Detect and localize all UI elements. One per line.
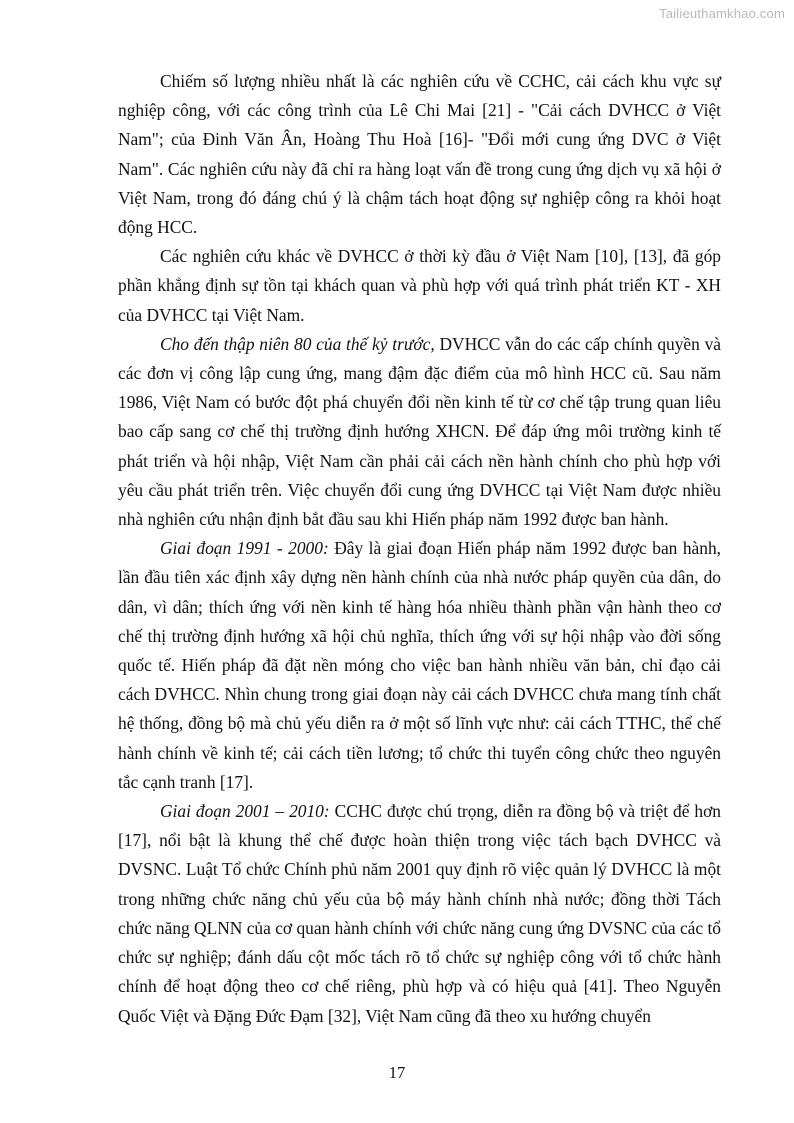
page-body <box>118 67 721 1031</box>
paragraph-5 <box>118 797 721 1031</box>
paragraph-text: Chiếm số lượng nhiều nhất là các nghiên cứu về CCHC, cải cách khu vực sự nghiệp công, với các công trình của Lê Chi Mai [21] - "Cải cách DVHCC ở Việt Nam"; của Đinh Văn Ân, Hoàng Thu Hoà [16]- "Đổi mới cung ứng DVC ở Việt Nam". Các nghiên cứu này đã chỉ ra hàng loạt vấn đề trong cung ứng dịch vụ xã hội ở Việt Nam, trong đó đáng chú ý là chậm tách hoạt động sự nghiệp công ra khỏi hoạt động HCC. <box>118 71 721 238</box>
paragraph-lead: Giai đoạn 2001 – 2010: <box>160 801 330 822</box>
paragraph-text: Các nghiên cứu khác về DVHCC ở thời kỳ đầu ở Việt Nam [10], [13], đã góp phần khẳng định sự tồn tại khách quan và phù hợp với quá trình phát triển KT - XH của DVHCC tại Việt Nam. <box>118 246 721 325</box>
paragraph-2 <box>118 242 721 330</box>
paragraph-lead: Cho đến thập niên 80 của thế kỷ trước, <box>160 333 435 354</box>
page-number: 17 <box>388 1063 406 1082</box>
paragraph-text: DVHCC vẫn do các cấp chính quyền và các đơn vị công lập cung ứng, mang đậm đặc điểm của mô hình HCC cũ. Sau năm 1986, Việt Nam có bước đột phá chuyển đổi nền kinh tế từ cơ chế tập trung quan liêu bao cấp sang cơ chế thị trường định hướng XHCN. Để đáp ứng môi trường kinh tế phát triển và hội nhập, Việt Nam cần phải cải cách nền hành chính cho phù hợp với yêu cầu phát triển trên. Việc chuyển đổi cung ứng DVHCC tại Việt Nam được nhiều nhà nghiên cứu nhận định bắt đầu sau khi Hiến pháp năm 1992 được ban hành. <box>118 333 722 530</box>
paragraph-1 <box>118 67 721 242</box>
paragraph-3 <box>118 330 721 534</box>
paragraph-4 <box>118 534 721 797</box>
watermark: Tailieuthamkhao.com <box>659 6 785 21</box>
paragraph-text: Đây là giai đoạn Hiến pháp năm 1992 được ban hành, lần đầu tiên xác định xây dựng nền hành chính của nhà nước pháp quyền của dân, do dân, vì dân; thích ứng với nền kinh tế hàng hóa nhiều thành phần vận hành theo cơ chế thị trường định hướng xã hội chủ nghĩa, thích ứng với sự hội nhập vào đời sống quốc tế. Hiến pháp đã đặt nền móng cho việc ban hành nhiều văn bản, chỉ đạo cải cách DVHCC. Nhìn chung trong giai đoạn này cải cách DVHCC chưa mang tính chất hệ thống, đồng bộ mà chủ yếu diễn ra ở một số lĩnh vực như: cải cách TTHC, thể chế hành chính về kinh tế; cải cách tiền lương; tổ chức thi tuyển công chức theo nguyên tắc cạnh tranh [17]. <box>118 538 721 792</box>
paragraph-lead: Giai đoạn 1991 - 2000: <box>160 538 329 559</box>
paragraph-text: CCHC được chú trọng, diễn ra đồng bộ và triệt để hơn [17], nổi bật là khung thể chế được hoàn thiện trong việc tách bạch DVHCC và DVSNC. Luật Tổ chức Chính phủ năm 2001 quy định rõ việc quản lý DVHCC là một trong những chức năng chủ yếu của bộ máy hành chính nhà nước; đồng thời Tách chức năng QLNN của cơ quan hành chính với chức năng cung ứng DVSNC của các tổ chức sự nghiệp; đánh dấu cột mốc tách rõ tổ chức sự nghiệp công với tổ chức hành chính để hoạt động theo cơ chế riêng, phù hợp và có hiệu quả [41]. Theo Nguyễn Quốc Việt và Đặng Đức Đạm [32], Việt Nam cũng đã theo xu hướng chuyển <box>118 801 722 1026</box>
